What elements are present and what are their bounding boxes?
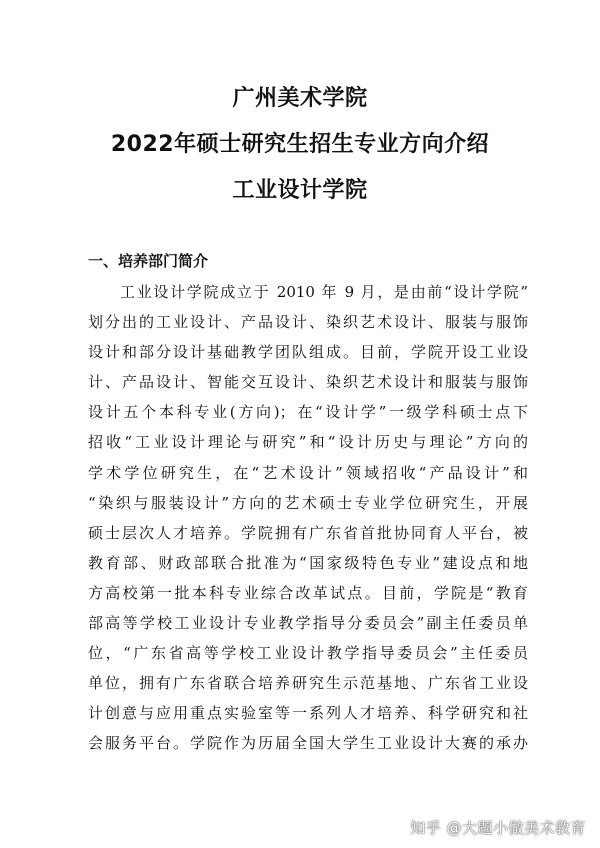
body-line: 部高等学校工业设计专业教学指导分委员会”副主任委员单 [88,614,528,633]
body-line: 工业设计学院成立于 2010 年 9 月，是由前“设计学院” [120,283,528,301]
body-line: 会服务平台。学院作为历届全国大学生工业设计大赛的承办 [88,734,528,753]
body-paragraph [88,277,528,759]
watermark-text: 知乎 @大题小做美术教育 [410,819,586,837]
body-line: 教育部、财政部联合批准为“国家级特色专业”建设点和地 [88,553,528,572]
body-line: 设计五个本科专业(方向)；在“设计学”一级学科硕士点下 [88,403,528,422]
body-line: “染织与服装设计”方向的艺术硕士专业学位研究生，开展 [88,493,528,512]
body-line: 单位，拥有广东省联合培养研究生示范基地、广东省工业设 [88,674,528,693]
title-institution: 广州美术学院 [232,86,368,111]
title-program: 2022年硕士研究生招生专业方向介绍 [110,132,490,157]
body-line: 位，“广东省高等学校工业设计教学指导委员会”主任委员 [88,644,528,663]
body-line: 计、产品设计、智能交互设计、染织艺术设计和服装与服饰 [88,373,528,392]
body-line: 划分出的工业设计、产品设计、染织艺术设计、服装与服饰 [88,313,528,332]
body-line: 方高校第一批本科专业综合改革试点。目前，学院是“教育 [88,583,528,602]
body-line: 设计和部分设计基础教学团队组成。目前，学院开设工业设 [88,343,528,362]
body-line: 学术学位研究生，在“艺术设计”领域招收“产品设计”和 [88,463,528,482]
body-line: 硕士层次人才培养。学院拥有广东省首批协同育人平台，被 [88,523,528,542]
body-line: 招收“工业设计理论与研究”和“设计历史与理论”方向的 [88,433,528,452]
title-college: 工业设计学院 [232,178,368,203]
body-line: 计创意与应用重点实验室等一系列人才培养、科学研究和社 [88,704,528,723]
section-heading: 一、培养部门简介 [88,252,209,270]
